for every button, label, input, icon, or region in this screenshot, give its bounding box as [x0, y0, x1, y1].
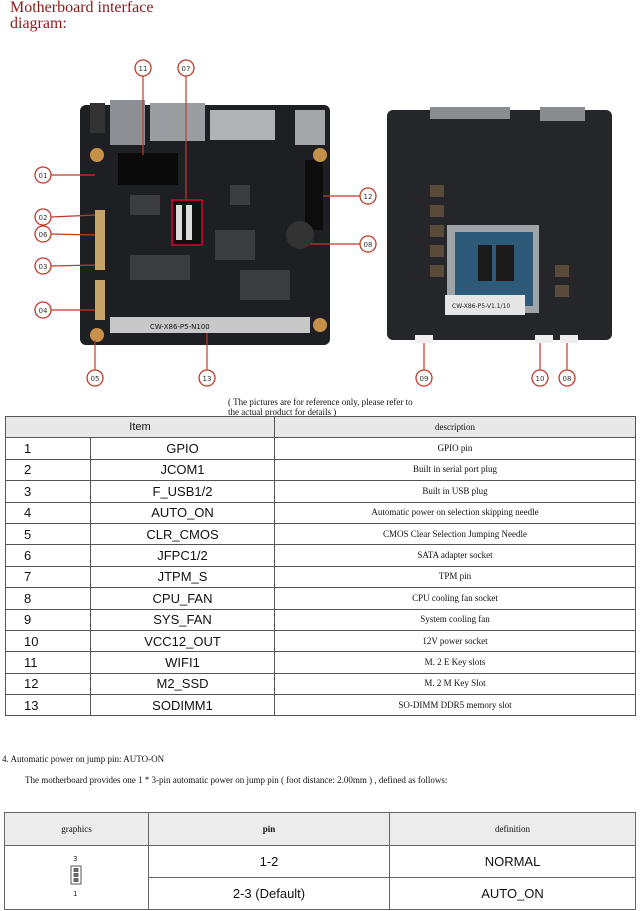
jumper-pin-cell: 1-2 [149, 846, 390, 878]
item-description: Built in serial port plug [275, 459, 636, 480]
svg-text:06: 06 [38, 231, 48, 239]
figure-caption: ( The pictures are for reference only, please refer to the actual product for details ) [228, 397, 413, 417]
item-description: CMOS Clear Selection Jumping Needle [275, 523, 636, 544]
jumper-definition-cell: AUTO_ON [390, 878, 636, 910]
svg-text:01: 01 [38, 172, 48, 180]
item-name: GPIO [91, 438, 275, 459]
svg-text:3: 3 [72, 855, 77, 863]
item-name: JTPM_S [91, 566, 275, 587]
item-number: 8 [6, 588, 91, 609]
item-number: 12 [6, 673, 91, 694]
jumper-graphic [5, 846, 149, 910]
table-row [6, 502, 636, 523]
item-name: M2_SSD [91, 673, 275, 694]
header-item: Item [6, 417, 275, 438]
section-text: The motherboard provides one 1 * 3-pin automatic power on jump pin ( foot distance: 2.00mm ) , defined as follows: [25, 775, 448, 785]
jumper-definition-cell: NORMAL [390, 846, 636, 878]
front-board-image [80, 100, 330, 345]
table-row [6, 545, 636, 566]
board-label: CW-X86-P5-N100 [150, 323, 210, 331]
item-name: CLR_CMOS [91, 523, 275, 544]
item-description: Automatic power on selection skipping needle [275, 502, 636, 523]
item-description: Built in USB plug [275, 481, 636, 502]
item-number: 3 [6, 481, 91, 502]
table-row [6, 566, 636, 587]
item-name: CPU_FAN [91, 588, 275, 609]
item-name: JCOM1 [91, 459, 275, 480]
item-description: SO-DIMM DDR5 memory slot [275, 695, 636, 716]
jumper-table [4, 812, 636, 910]
item-description: CPU cooling fan socket [275, 588, 636, 609]
item-name: SYS_FAN [91, 609, 275, 630]
svg-text:03: 03 [38, 263, 48, 271]
page-title: Motherboard interface diagram: [10, 0, 154, 32]
header-description: description [275, 417, 636, 438]
item-number: 2 [6, 459, 91, 480]
svg-text:11: 11 [138, 65, 148, 73]
jumper-pins-icon [67, 853, 87, 899]
item-description: System cooling fan [275, 609, 636, 630]
item-number: 13 [6, 695, 91, 716]
item-number: 5 [6, 523, 91, 544]
table-row [6, 695, 636, 716]
item-number: 11 [6, 652, 91, 673]
callout-10 [532, 343, 548, 386]
table-row [6, 481, 636, 502]
item-number: 4 [6, 502, 91, 523]
table-row [6, 523, 636, 544]
svg-text:08: 08 [562, 375, 572, 383]
table-row [6, 438, 636, 459]
item-number: 9 [6, 609, 91, 630]
jumper-pin-cell: 2-3 (Default) [149, 878, 390, 910]
item-description: 12V power socket [275, 630, 636, 651]
item-name: F_USB1/2 [91, 481, 275, 502]
svg-text:02: 02 [38, 214, 48, 222]
table-row [6, 459, 636, 480]
item-description: GPIO pin [275, 438, 636, 459]
item-name: JFPC1/2 [91, 545, 275, 566]
header-pin: pin [149, 813, 390, 846]
svg-text:05: 05 [90, 375, 100, 383]
table-row [6, 609, 636, 630]
svg-text:09: 09 [419, 375, 429, 383]
motherboard-diagram [0, 55, 640, 395]
item-name: SODIMM1 [91, 695, 275, 716]
callout-12 [323, 188, 376, 204]
item-name: VCC12_OUT [91, 630, 275, 651]
back-label: CW-X86-P5-V1.1/10 [452, 303, 511, 310]
svg-text:13: 13 [202, 375, 212, 383]
item-number: 10 [6, 630, 91, 651]
callout-08-back [559, 343, 575, 386]
item-number: 7 [6, 566, 91, 587]
interface-table [5, 416, 636, 716]
header-graphics: graphics [5, 813, 149, 846]
svg-text:08: 08 [363, 241, 373, 249]
item-name: WIFI1 [91, 652, 275, 673]
header-definition: definition [390, 813, 636, 846]
item-description: SATA adapter socket [275, 545, 636, 566]
callout-09 [416, 343, 432, 386]
item-description: M. 2 M Key Slot [275, 673, 636, 694]
svg-text:10: 10 [535, 375, 545, 383]
item-description: TPM pin [275, 566, 636, 587]
section-heading: 4. Automatic power on jump pin: AUTO-ON [2, 754, 165, 764]
table-row [6, 588, 636, 609]
table-row [6, 630, 636, 651]
table-row [6, 673, 636, 694]
callout-05 [87, 340, 103, 386]
item-number: 6 [6, 545, 91, 566]
back-board-image [387, 107, 612, 343]
item-description: M. 2 E Key slots [275, 652, 636, 673]
svg-text:1: 1 [72, 890, 77, 898]
item-name: AUTO_ON [91, 502, 275, 523]
svg-text:04: 04 [38, 307, 48, 315]
svg-text:12: 12 [363, 193, 373, 201]
table-row [6, 652, 636, 673]
item-number: 1 [6, 438, 91, 459]
svg-text:07: 07 [181, 65, 191, 73]
